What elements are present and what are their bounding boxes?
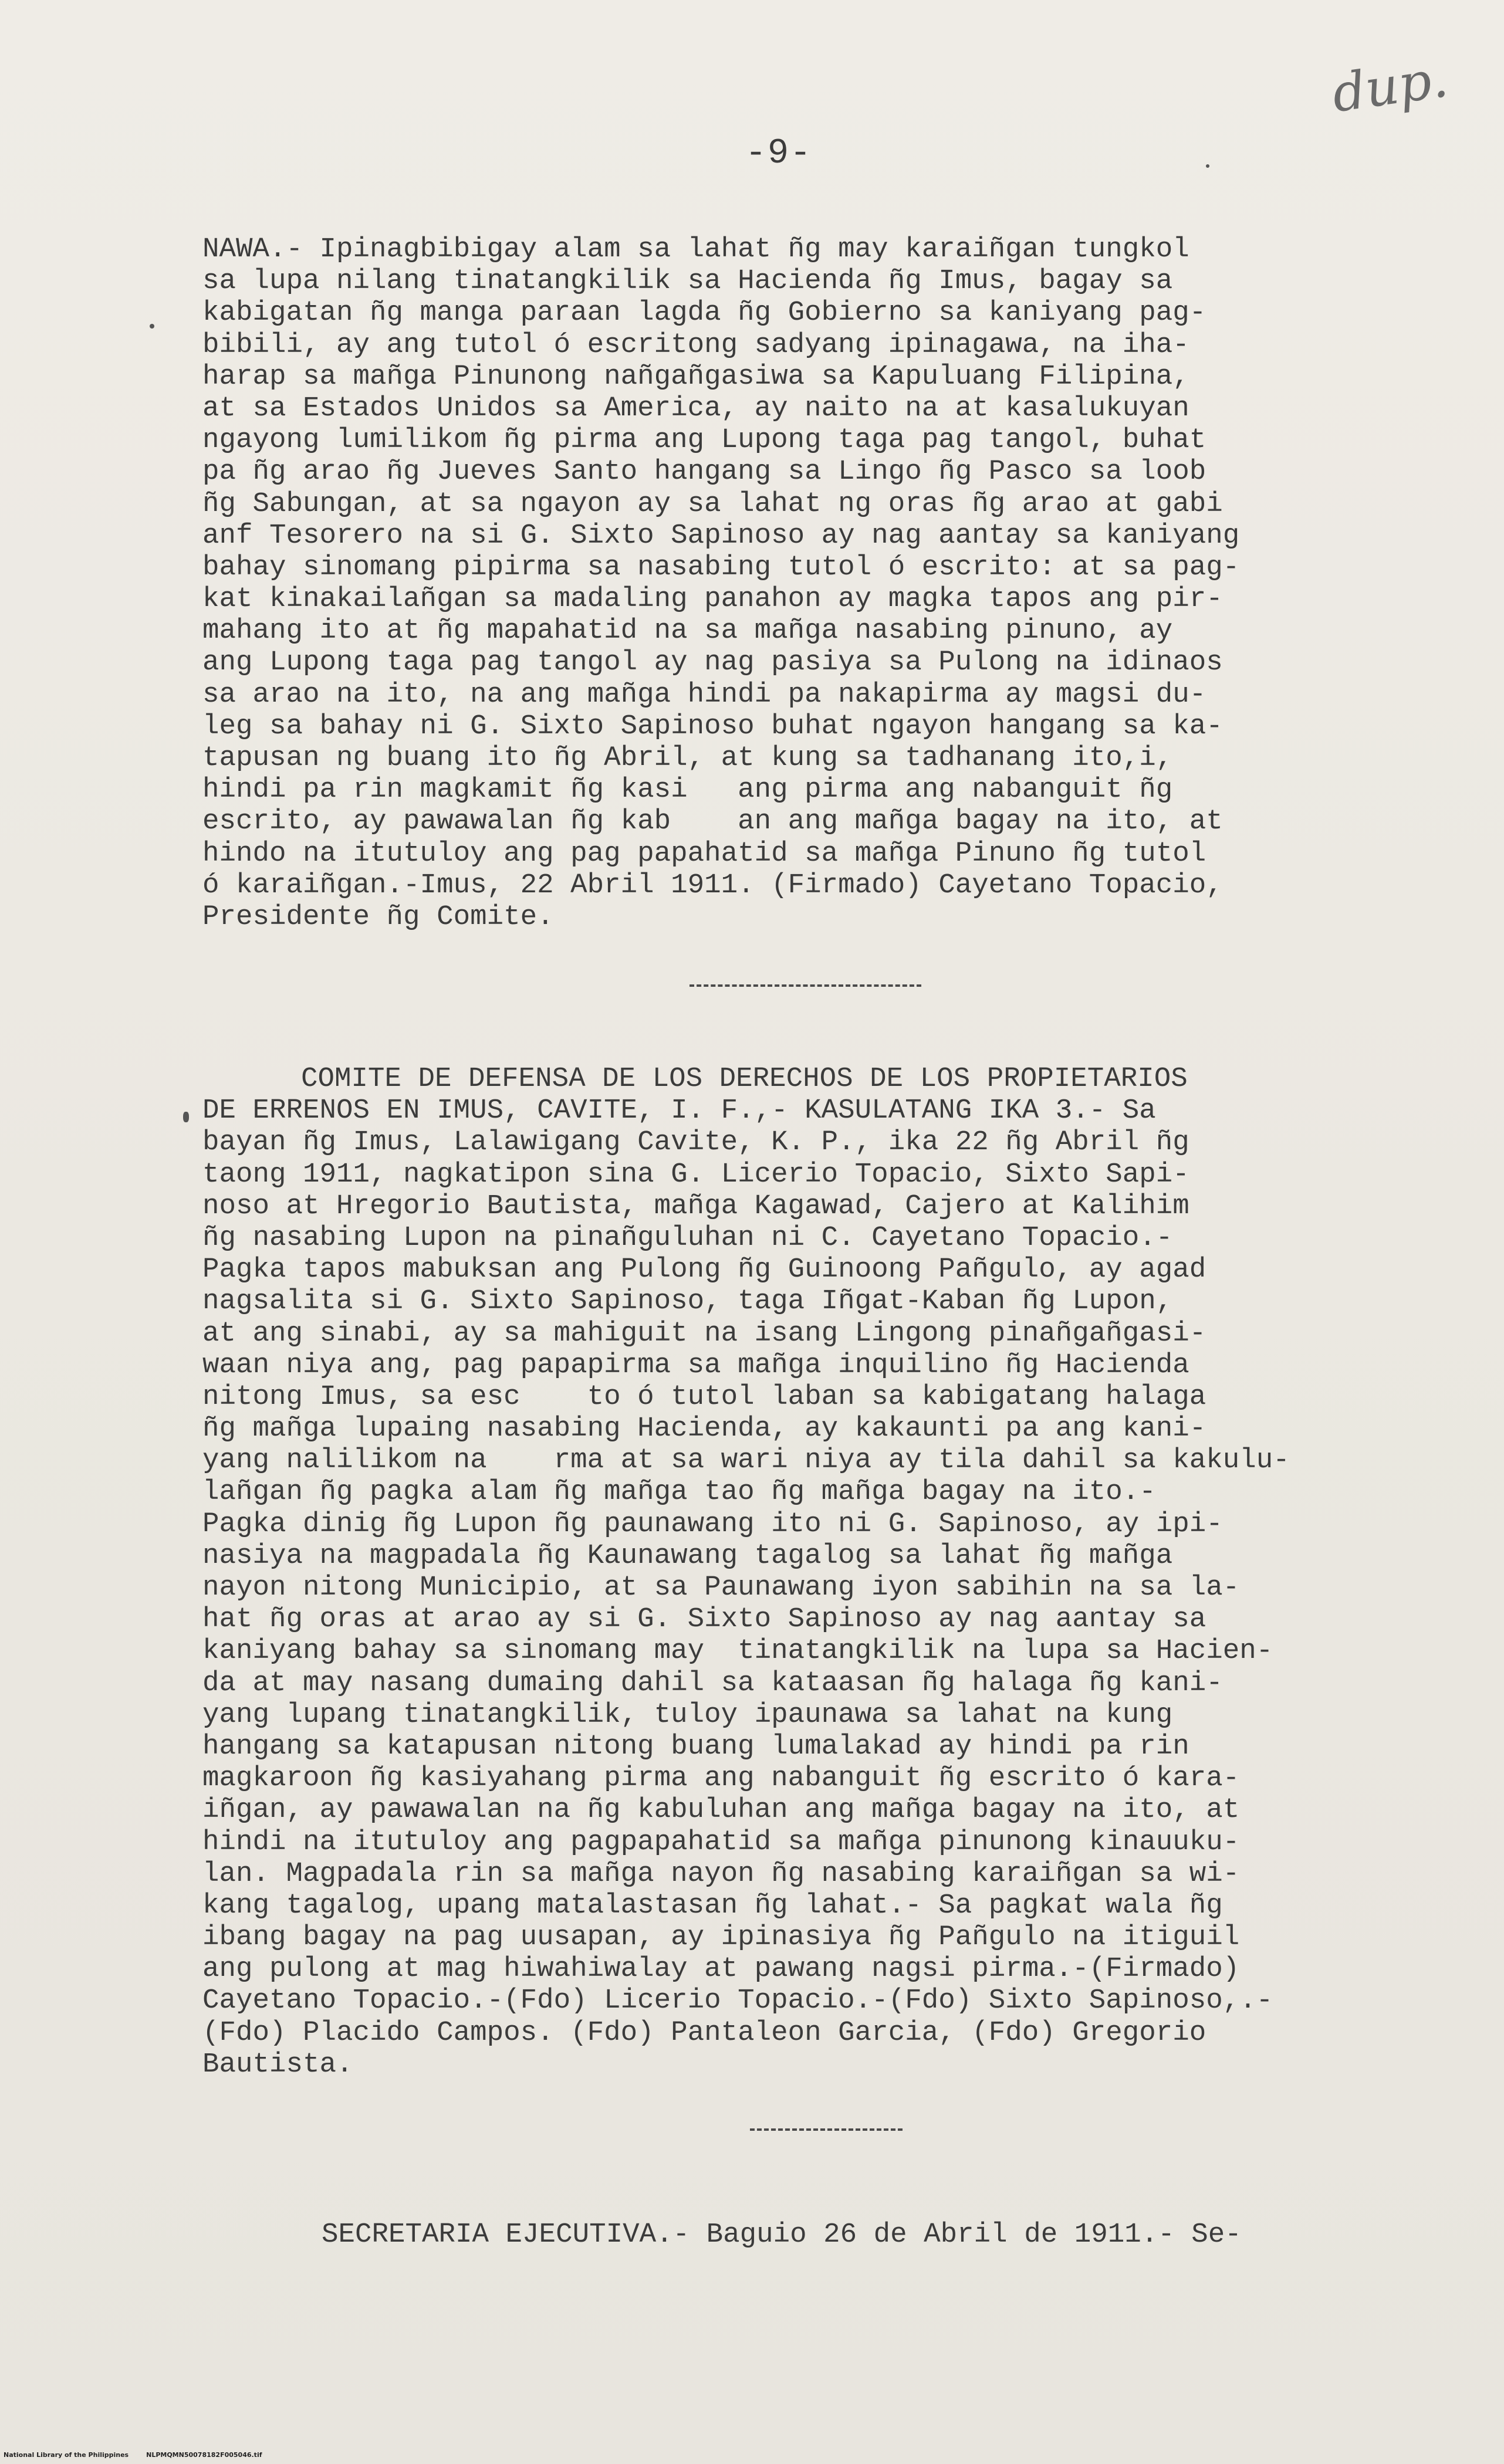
text-line: yang nalilikom na rma at sa wari niya ay tila dahil sa kakulu- (202, 1444, 1290, 1477)
text-line: (Fdo) Placido Campos. (Fdo) Pantaleon Garcia, (Fdo) Gregorio (202, 2016, 1206, 2049)
text-line: mahang ito at ñg mapahatid na sa mañga nasabing pinuno, ay (202, 615, 1173, 647)
text-line: nitong Imus, sa esc to ó tutol laban sa kabigatang halaga (202, 1380, 1206, 1413)
text-line: at sa Estados Unidos sa America, ay naito na at kasalukuyan (202, 392, 1189, 424)
text-line: DE ERRENOS EN IMUS, CAVITE, I. F.,- KASULATANG IKA 3.- Sa (202, 1095, 1156, 1127)
text-line: taong 1911, nagkatipon sina G. Licerio Topacio, Sixto Sapi- (202, 1158, 1189, 1190)
text-line: hat ñg oras at arao ay si G. Sixto Sapinoso ay nag aantay sa (202, 1603, 1206, 1636)
ink-speck (183, 1112, 189, 1122)
text-line: Bautista. (202, 2048, 353, 2080)
text-line: nasiya na magpadala ñg Kaunawang tagalog sa lahat ñg mañga (202, 1539, 1173, 1572)
section-divider (690, 984, 921, 987)
text-line: yang lupang tinatangkilik, tuloy ipaunawa sa lahat na kung (202, 1698, 1173, 1731)
text-line: pa ñg arao ñg Jueves Santo hangang sa Lingo ñg Pasco sa loob (202, 456, 1206, 488)
text-line: ñg nasabing Lupon na pinañguluhan ni C. Cayetano Topacio.- (202, 1221, 1173, 1254)
text-line: bayan ñg Imus, Lalawigang Cavite, K. P., ika 22 ñg Abril ñg (202, 1126, 1189, 1159)
text-line: kang tagalog, upang matalastasan ñg lahat.- Sa pagkat wala ñg (202, 1889, 1223, 1921)
text-line: iñgan, ay pawawalan na ñg kabuluhan ang mañga bagay na ito, at (202, 1794, 1240, 1826)
text-line: bibili, ay ang tutol ó escritong sadyang ipinagawa, na iha- (202, 329, 1189, 361)
page-number: -9- (745, 134, 813, 174)
text-line: hindi pa rin magkamit ñg kasi ang pirma ang nabanguit ñg (202, 774, 1173, 806)
text-line: lan. Magpadala rin sa mañga nayon ñg nasabing karaiñgan sa wi- (202, 1857, 1240, 1890)
footer-archive-label (4, 2451, 280, 2459)
text-line: waan niya ang, pag papapirma sa mañga inquilino ñg Hacienda (202, 1349, 1189, 1381)
text-line: ñg mañga lupaing nasabing Hacienda, ay kakaunti pa ang kani- (202, 1413, 1206, 1445)
footer-library-name: National Library of the Philippines (4, 2451, 129, 2459)
text-line: hindi na itutuloy ang pagpapahatid sa mañga pinunong kinauuku- (202, 1826, 1240, 1858)
text-line: tapusan ng buang ito ñg Abril, at kung sa tadhanang ito,i, (202, 742, 1173, 774)
text-line: bahay sinomang pipirma sa nasabing tutol ó escrito: at sa pag- (202, 551, 1240, 583)
footer-file-id: NLPMQMN50078182F005046.tif (146, 2451, 262, 2459)
text-line: nayon nitong Municipio, at sa Paunawang iyon sabihin na sa la- (202, 1572, 1240, 1603)
text-line: noso at Hregorio Bautista, mañga Kagawad, Cajero at Kalihim (202, 1190, 1189, 1222)
text-line: COMITE DE DEFENSA DE LOS DERECHOS DE LOS PROPIETARIOS (301, 1063, 1188, 1095)
ink-speck (1206, 164, 1209, 168)
text-line: harap sa mañga Pinunong nañgañgasiwa sa Kapuluang Filipina, (202, 360, 1189, 392)
text-line: magkaroon ñg kasiyahang pirma ang nabanguit ñg escrito ó kara- (202, 1762, 1240, 1795)
text-line: anf Tesorero na si G. Sixto Sapinoso ay nag aantay sa kaniyang (202, 519, 1240, 551)
text-line: lañgan ñg pagka alam ñg mañga tao ñg mañga bagay na ito.- (202, 1476, 1156, 1508)
text-line: sa arao na ito, na ang mañga hindi pa nakapirma ay magsi du- (202, 678, 1206, 710)
text-line: kat kinakailañgan sa madaling panahon ay magka tapos ang pir- (202, 583, 1223, 615)
text-line: Presidente ñg Comite. (202, 901, 554, 933)
text-line: NAWA.- Ipinagbibigay alam sa lahat ñg may karaiñgan tungkol (202, 233, 1189, 265)
text-line: da at may nasang dumaing dahil sa kataasan ñg halaga ñg kani- (202, 1667, 1223, 1699)
text-line: Cayetano Topacio.-(Fdo) Licerio Topacio.-(Fdo) Sixto Sapinoso,.- (202, 1985, 1273, 2017)
text-line: Pagka dinig ñg Lupon ñg paunawang ito ni G. Sapinoso, ay ipi- (202, 1508, 1223, 1540)
text-line: nagsalita si G. Sixto Sapinoso, taga Iñgat-Kaban ñg Lupon, (202, 1285, 1173, 1318)
text-line: hangang sa katapusan nitong buang lumalakad ay hindi pa rin (202, 1730, 1189, 1762)
handwritten-annotation: dup. (1328, 48, 1452, 124)
text-line: sa lupa nilang tinatangkilik sa Hacienda ñg Imus, bagay sa (202, 265, 1173, 297)
text-line: kaniyang bahay sa sinomang may tinatangkilik na lupa sa Hacien- (202, 1635, 1273, 1667)
text-line: ang Lupong taga pag tangol ay nag pasiya sa Pulong na idinaos (202, 647, 1223, 679)
text-line: escrito, ay pawawalan ñg kab an ang mañga bagay na ito, at (202, 805, 1223, 838)
text-line: hindo na itutuloy ang pag papahatid sa mañga Pinuno ñg tutol (202, 837, 1206, 869)
text-line: Pagka tapos mabuksan ang Pulong ñg Guinoong Pañgulo, ay agad (202, 1254, 1206, 1286)
text-line: ó karaiñgan.-Imus, 22 Abril 1911. (Firmado) Cayetano Topacio, (202, 869, 1223, 901)
paragraph-announcement (202, 233, 1470, 933)
text-line: ibang bagay na pag uusapan, ay ipinasiya ñg Pañgulo na itiguil (202, 1921, 1240, 1954)
text-line: ang pulong at mag hiwahiwalay at pawang nagsi pirma.-(Firmado) (202, 1953, 1240, 1985)
text-line: at ang sinabi, ay sa mahiguit na isang Lingong pinañgañgasi- (202, 1317, 1206, 1349)
text-line: ñg Sabungan, at sa ngayon ay sa lahat ng oras ñg arao at gabi (202, 488, 1223, 520)
ink-speck (150, 324, 154, 329)
text-line: kabigatan ñg manga paraan lagda ñg Gobierno sa kaniyang pag- (202, 297, 1206, 329)
text-line: leg sa bahay ni G. Sixto Sapinoso buhat ngayon hangang sa ka- (202, 710, 1223, 742)
paragraph-committee-minutes (202, 1063, 1470, 2080)
closing-line: SECRETARIA EJECUTIVA.- Baguio 26 de Abril de 1911.- Se- (322, 2219, 1242, 2250)
text-line: ngayong lumilikom ñg pirma ang Lupong taga pag tangol, buhat (202, 424, 1206, 456)
section-divider (750, 2128, 903, 2131)
